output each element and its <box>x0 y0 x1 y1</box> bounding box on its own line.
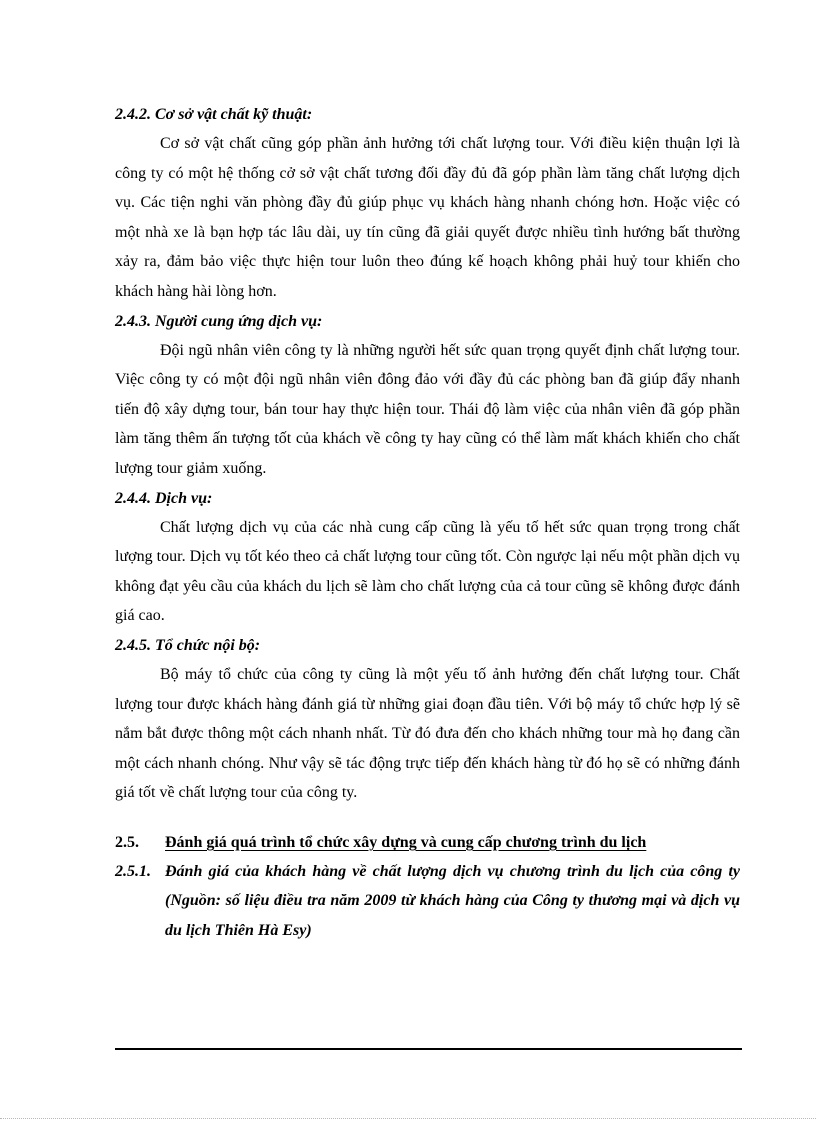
heading-2-4-4: 2.4.4. Dịch vụ: <box>115 489 213 507</box>
page-edge-divider <box>0 1118 816 1119</box>
paragraph-2-4-3: Đội ngũ nhân viên công ty là những người hết sức quan trọng quyết định chất lượng tour. Việc công ty có một đội ngũ nhân viên đông đảo với đầy đủ các phòng ban đã giúp đẩy nhanh tiến độ xây dựng tour, bán tour hay thực hiện tour. Thái độ làm việc của nhân viên đã góp phần làm tăng thêm ấn tượng tốt của khách về công ty hay cũng có thể làm mất khách khiến cho chất lượng tour giảm xuống. <box>115 341 740 477</box>
heading-2-5-1-title: Đánh giá của khách hàng về chất lượng dịch vụ chương trình du lịch của công ty (Nguồn: số liệu điều tra năm 2009 từ khách hàng của Công ty thương mại và dịch vụ du lịch Thiên Hà Esy) <box>165 862 740 940</box>
heading-2-5-1 <box>115 857 740 946</box>
heading-2-4-3: 2.4.3. Người cung ứng dịch vụ: <box>115 312 323 330</box>
section-spacer <box>115 808 740 828</box>
footer-rule <box>115 1048 742 1050</box>
document-body <box>115 100 740 946</box>
heading-2-5-1-number: 2.5.1. <box>115 862 151 880</box>
heading-2-4-5: 2.4.5. Tổ chức nội bộ: <box>115 636 261 654</box>
paragraph-2-4-5: Bộ máy tổ chức của công ty cũng là một yếu tố ảnh hưởng đến chất lượng tour. Chất lượng tour được khách hàng đánh giá từ những giai đoạn đầu tiên. Với bộ máy tổ chức hợp lý sẽ nắm bắt được thông một cách nhanh nhất. Từ đó đưa đến cho khách những tour mà họ đang cần một cách nhanh chóng. Như vậy sẽ tác động trực tiếp đến khách hàng từ đó họ sẽ có những đánh giá tốt về chất lượng tour của công ty. <box>115 665 740 802</box>
heading-2-5-title: Đánh giá quá trình tổ chức xây dựng và cung cấp chương trình du lịch <box>165 833 647 851</box>
heading-2-5-number: 2.5. <box>115 833 139 851</box>
paragraph-2-4-4: Chất lượng dịch vụ của các nhà cung cấp cũng là yếu tố hết sức quan trọng trong chất lượng tour. Dịch vụ tốt kéo theo cả chất lượng tour cũng tốt. Còn ngược lại nếu một phần dịch vụ không đạt yêu cầu của khách du lịch sẽ làm cho chất lượng của cả tour cũng sẽ không được đánh giá cao. <box>115 518 740 625</box>
heading-2-4-2: 2.4.2. Cơ sở vật chất kỹ thuật: <box>115 106 313 123</box>
paragraph-2-4-2: Cơ sở vật chất cũng góp phần ảnh hưởng tới chất lượng tour. Với điều kiện thuận lợi là công ty có một hệ thống cở sở vật chất tương đối đầy đủ đã góp phần làm tăng chất lượng dịch vụ. Các tiện nghi văn phòng đầy đủ giúp phục vụ khách hàng nhanh chóng hơn. Hoặc việc có một nhà xe là bạn hợp tác lâu dài, uy tín cũng đã giải quyết được nhiều tình hướng bất thường xảy ra, đảm bảo việc thực hiện tour luôn theo đúng kế hoạch không phải huỷ tour khiến cho khách hàng hài lòng hơn. <box>115 135 740 300</box>
heading-2-5 <box>115 828 740 857</box>
